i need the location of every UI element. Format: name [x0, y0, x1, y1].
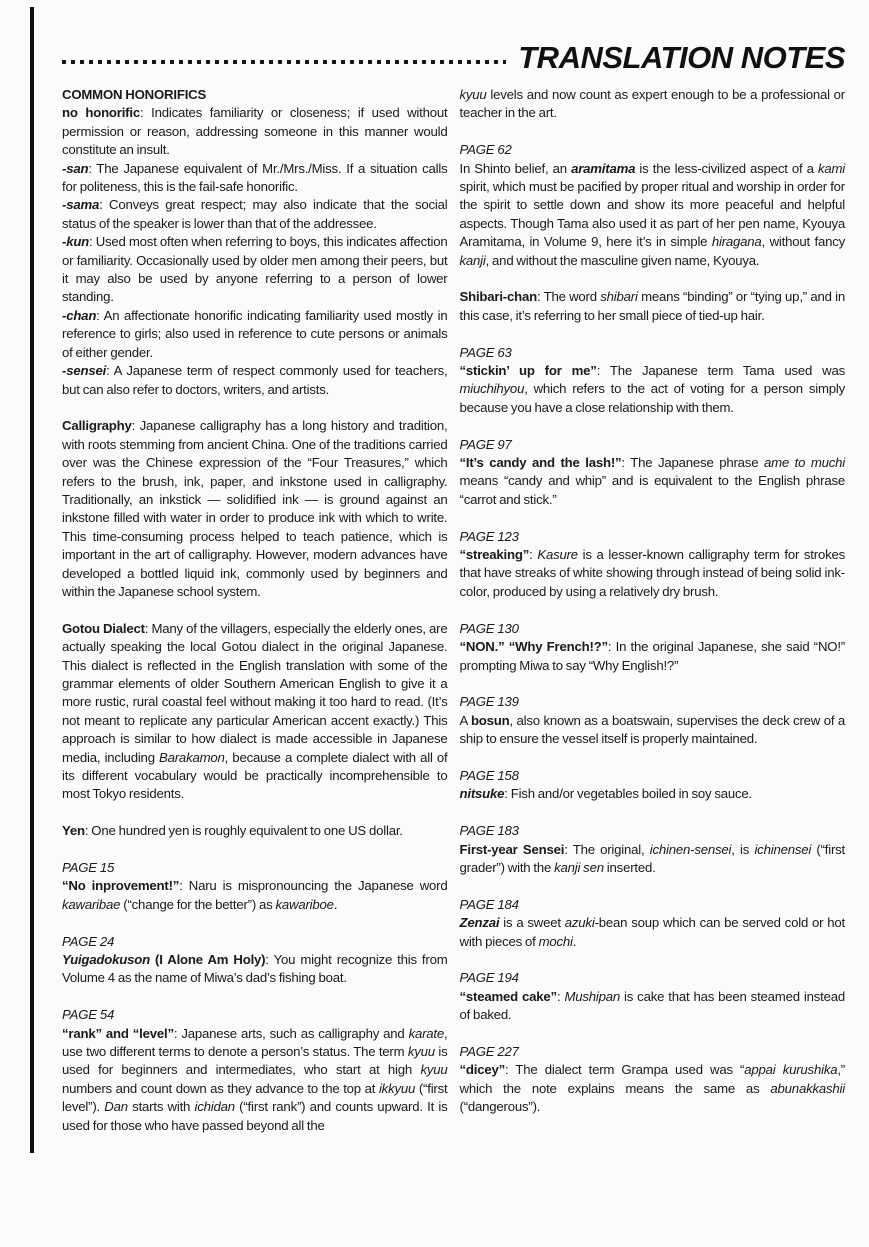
page-label: PAGE 62 — [459, 142, 512, 158]
page-label: PAGE 24 — [62, 933, 115, 949]
section-gap — [460, 804, 846, 822]
section-gap — [62, 914, 448, 932]
page-label: PAGE 97 — [459, 436, 512, 452]
section-gap — [460, 417, 846, 435]
section-gap — [62, 804, 448, 822]
note-gotou-dialect: Gotou Dialect: Many of the villagers, especially the elderly ones, are actually speaking the local Gotou dialect in the original Japanese. This dialect is reflected in the English translation with some of the grammar elements of older Southern American English to give it a more rustic, rural coastal feel without making it too hard to read. (It’s not meant to replicate any particular American accent exactly.) This approach is similar to how dialect is made accessible in Japanese media, including Barakamon, because a complete dialect with all of its different vocabulary would be practically incomprehensible to most Tokyo residents. — [62, 620, 448, 802]
note-page-227: “dicey”: The dialect term Grampa used was “appai kurushika,” which the note explains means the same as abunakkashii (“dangerous”). — [459, 1062, 845, 1115]
note-page-184: Zenzai is a sweet azuki-bean soup which can be served cold or hot with pieces of mochi. — [459, 915, 845, 949]
page-label: PAGE 183 — [459, 823, 519, 839]
note-page-62: In Shinto belief, an aramitama is the less-civilized aspect of a kami spirit, which must be pacified by proper ritual and worship in order for the spirit to settle down and show its more peaceful and helpful aspects. Though Tama also used it as part of her pen name, Kyouya Aramitama, in Volume 9, here it’s in simple hiragana, without fancy kanji, and without the masculine given name, Kyouya. — [459, 160, 846, 268]
page-label: PAGE 123 — [459, 528, 519, 544]
note-page-183: First-year Sensei: The original, ichinen-sensei, is ichinensei (“first grader”) with the kanji sen inserted. — [459, 841, 846, 875]
section-gap — [460, 951, 846, 969]
page-label: PAGE 227 — [459, 1043, 519, 1059]
note-shibari-chan: Shibari-chan: The word shibari means “binding” or “tying up,” and in this case, it’s referring to her small piece of tied-up hair. — [459, 289, 845, 323]
note-page-54: “rank” and “level”: Japanese arts, such as calligraphy and karate, use two different terms to denote a person’s status. The term kyuu is used for beginners and intermediates, who start at high kyuu numbers and count down as they advance to the top at ikkyuu (“first level”). Dan starts with ichidan (“first rank”) and counts upward. It is used for those who have passed beyond all the — [62, 1025, 448, 1133]
note-page-130: “NON.” “Why French!?”: In the original Japanese, she said “NO!” prompting Miwa to say “Why English!?” — [459, 639, 845, 673]
notes-columns — [62, 86, 845, 1135]
page-label: PAGE 184 — [459, 896, 519, 912]
page-label: PAGE 130 — [459, 620, 519, 636]
section-gap — [460, 509, 846, 527]
section-gap — [460, 123, 846, 141]
note-page-63: “stickin’ up for me”: The Japanese term Tama used was miuchihyou, which refers to the act of voting for a person simply because you have a close relationship with them. — [459, 363, 845, 415]
note-page-15: “No inprovement!”: Naru is mispronouncing the Japanese word kawaribae (“change for the better”) as kawariboe. — [62, 878, 448, 912]
page-label: PAGE 139 — [459, 694, 519, 710]
note-san: -san: The Japanese equivalent of Mr./Mrs./Miss. If a situation calls for politeness, this is the fail-safe honorific. — [62, 160, 448, 195]
note-yen: Yen: One hundred yen is roughly equivalent to one US dollar. — [62, 823, 403, 839]
section-gap — [62, 841, 448, 859]
note-chan: -chan: An affectionate honorific indicating familiarity used mostly in reference to girls; also used in reference to cute persons or animals of either gender. — [62, 307, 448, 360]
page-label: PAGE 158 — [459, 767, 519, 783]
section-gap — [62, 988, 448, 1006]
page-label: PAGE 63 — [459, 344, 512, 360]
note-page-24: Yuigadokuson (I Alone Am Holy): You might recognize this from Volume 4 as the name of Miwa’s dad’s fishing boat. — [62, 952, 448, 986]
note-sensei: -sensei: A Japanese term of respect commonly used for teachers, but can also refer to doctors, writers, and artists. — [62, 363, 448, 397]
section-gap — [62, 399, 448, 417]
left-column — [62, 86, 448, 1135]
note-no-honorific: no honorific: Indicates familiarity or closeness; if used without permission or reason, addressing someone in this manner would constitute an insult. — [62, 105, 448, 158]
page-title: TRANSLATION NOTES — [518, 40, 845, 75]
section-gap — [460, 325, 846, 343]
section-gap — [460, 675, 846, 693]
page-label: PAGE 15 — [62, 860, 115, 875]
page-content — [62, 42, 845, 1135]
note-calligraphy: Calligraphy: Japanese calligraphy has a long history and tradition, with roots stemming from ancient China. One of the traditions carried over was the Chinese expression of the “Four Treasures,” which refers to the brush, ink, paper, and inkstone used in calligraphy. Traditionally, an inkstick — solidified ink — is ground against an inkstone filled with water in order to produce ink with which to write. This time-consuming process helped to teach patience, which is important in the art of calligraphy. However, modern advances have developed a bottled liquid ink, commonly used by beginners and within the Japanese school system. — [62, 418, 448, 599]
note-page-158: nitsuke: Fish and/or vegetables boiled in soy sauce. — [459, 786, 753, 802]
dotted-leader-line — [62, 60, 506, 64]
section-gap — [460, 749, 846, 767]
note-page-54-continued: kyuu levels and now count as expert enough to be a professional or teacher in the art. — [459, 87, 845, 121]
page-label: PAGE 54 — [62, 1007, 115, 1023]
page-header — [62, 42, 845, 73]
note-sama: -sama: Conveys great respect; may also indicate that the social status of the speaker is lower than that of the addressee. — [62, 197, 448, 231]
note-page-123: “streaking”: Kasure is a lesser-known calligraphy term for strokes that have streaks of white showing through instead of being solid ink-color, produced by using a relatively dry brush. — [459, 547, 845, 599]
common-honorifics-heading: COMMON HONORIFICS — [62, 87, 207, 102]
note-page-139: A bosun, also known as a boatswain, supervises the deck crew of a ship to ensure the vessel itself is properly maintained. — [459, 712, 845, 747]
section-gap — [460, 601, 846, 619]
section-gap — [62, 601, 448, 619]
section-gap — [460, 877, 846, 895]
note-page-97: “It’s candy and the lash!”: The Japanese phrase ame to muchi means “candy and whip” and is equivalent to the English phrase “carrot and stick.” — [459, 455, 845, 507]
page-label: PAGE 194 — [459, 970, 519, 986]
right-column — [460, 86, 846, 1135]
note-page-194: “steamed cake”: Mushipan is cake that has been steamed instead of baked. — [459, 988, 845, 1023]
note-kun: -kun: Used most often when referring to boys, this indicates affection or familiarity. Occasionally used by older men among their peers, but it may also be used by anyone referring to a person of lower standing. — [62, 234, 448, 305]
section-gap — [460, 270, 846, 288]
section-gap — [460, 1025, 846, 1043]
page-edge-line — [30, 7, 34, 1153]
